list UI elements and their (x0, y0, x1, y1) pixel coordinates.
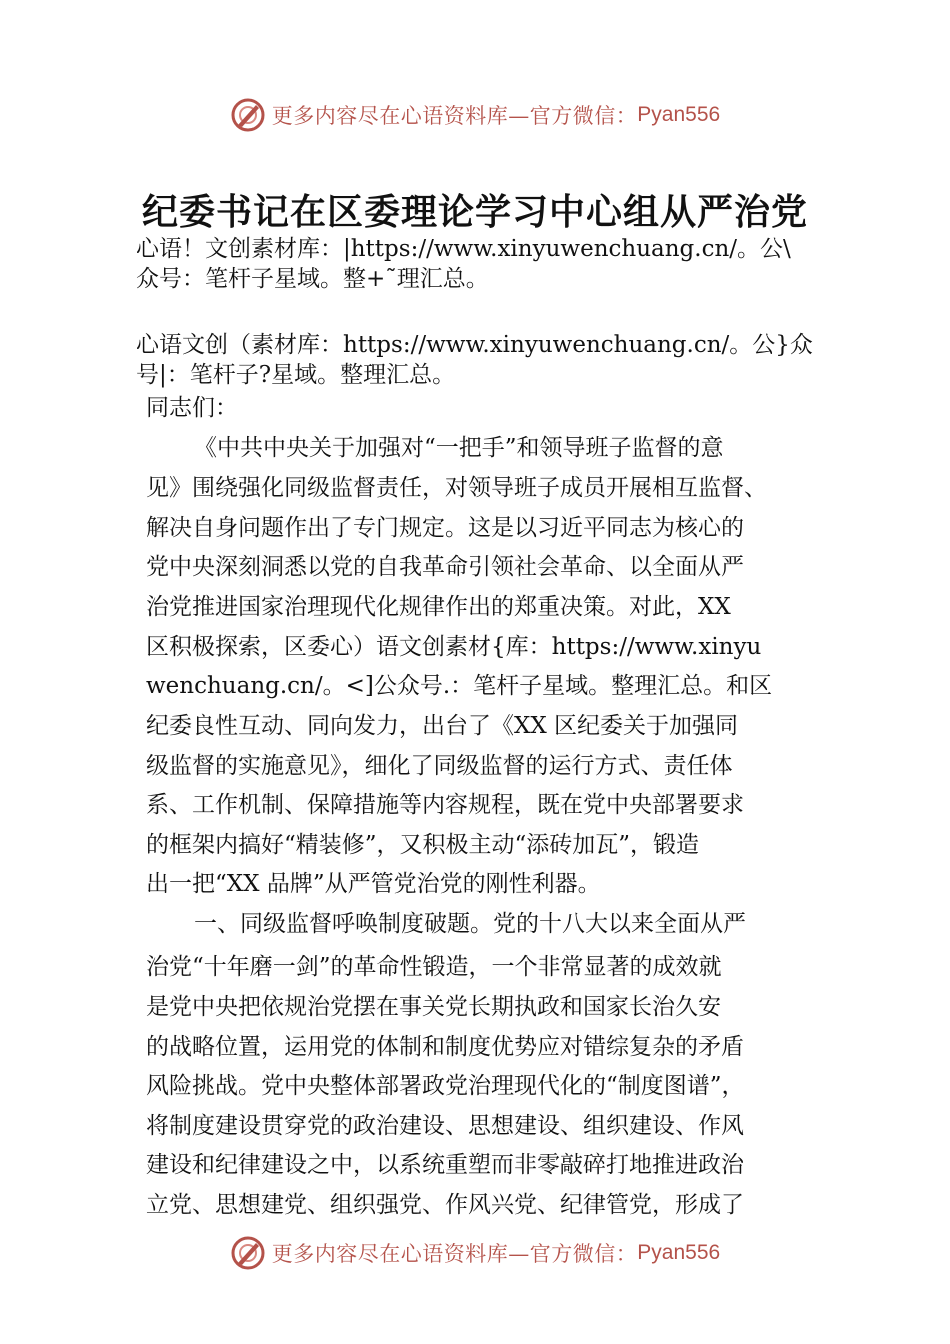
paragraph-line: 治党“十年磨一剑”的革命性锻造，一个非常显著的成效就 (146, 954, 722, 980)
paragraph-line: 纪委良性互动、同向发力，出台了《XX 区纪委关于加强同 (146, 713, 739, 739)
paragraph-line: 党中央深刻洞悉以党的自我革命引领社会革命、以全面从严 (146, 554, 744, 580)
wechat-id: Pyan556 (637, 103, 721, 126)
paragraph-line: 《中共中央关于加强对“一把手”和领导班子监督的意 (194, 435, 724, 461)
paragraph-line: 的框架内搞好“精装修”，又积极主动“添砖加瓦”，锻造 (146, 832, 700, 858)
paragraph-line: 区积极探索，区委心）语文创素材{库：https://www.xinyu (146, 634, 762, 660)
salutation: 同志们： (146, 395, 238, 421)
brand-logo-icon (230, 1235, 266, 1271)
paragraph-line: 系、工作机制、保障措施等内容规程，既在党中央部署要求 (146, 792, 744, 818)
header-watermark-banner (0, 90, 950, 140)
paragraph-line: 级监督的实施意见》，细化了同级监督的运行方式、责任体 (146, 753, 733, 779)
banner-text: 更多内容尽在心语资料库—官方微信： (271, 104, 638, 128)
paragraph-line: 出一把“XX 品牌”从严管党治党的刚性利器。 (146, 871, 601, 897)
document-title: 纪委书记在区委理论学习中心组从严治党 (141, 191, 808, 233)
paragraph-line: 见》围绕强化同级监督责任，对领导班子成员开展相互监督、 (146, 475, 767, 501)
paragraph-line: 建设和纪律建设之中，以系统重塑而非零敲碎打地推进政治 (146, 1152, 744, 1178)
brand-logo-icon (230, 97, 266, 133)
paragraph-line: 的战略位置，运用党的体制和制度优势应对错综复杂的矛盾 (146, 1034, 744, 1060)
paragraph-line: wenchuang.cn/。<]公众号.：笔杆子星域。整理汇总。和区 (146, 673, 773, 699)
meta-line: 心语文创（素材库：https://www.xinyuwenchuang.cn/。公}众 (136, 332, 813, 358)
meta-line: 心语！文创素材库：|https://www.xinyuwenchuang.cn/。公\ (136, 236, 791, 262)
meta-line: 号|：笔杆子?星域。整理汇总。 (136, 362, 456, 388)
paragraph-line: 解决自身问题作出了专门规定。这是以习近平同志为核心的 (146, 515, 744, 541)
footer-watermark-banner (0, 1228, 950, 1278)
paragraph-line: 是党中央把依规治党摆在事关党长期执政和国家长治久安 (146, 994, 721, 1020)
paragraph-line: 立党、思想建党、组织强党、作风兴党、纪律管党，形成了 (146, 1192, 744, 1218)
paragraph-line: 治党推进国家治理现代化规律作出的郑重决策。对此，XX (146, 594, 731, 620)
paragraph-line: 风险挑战。党中央整体部署政党治理现代化的“制度图谱”， (146, 1073, 745, 1099)
meta-line: 众号：笔杆子星域。整+˜理汇总。 (136, 266, 489, 292)
banner-text: 更多内容尽在心语资料库—官方微信： (271, 1242, 638, 1266)
wechat-id: Pyan556 (637, 1241, 721, 1264)
paragraph-line: 一、同级监督呼唤制度破题。党的十八大以来全面从严 (194, 911, 746, 937)
paragraph-line: 将制度建设贯穿党的政治建设、思想建设、组织建设、作风 (146, 1113, 744, 1139)
